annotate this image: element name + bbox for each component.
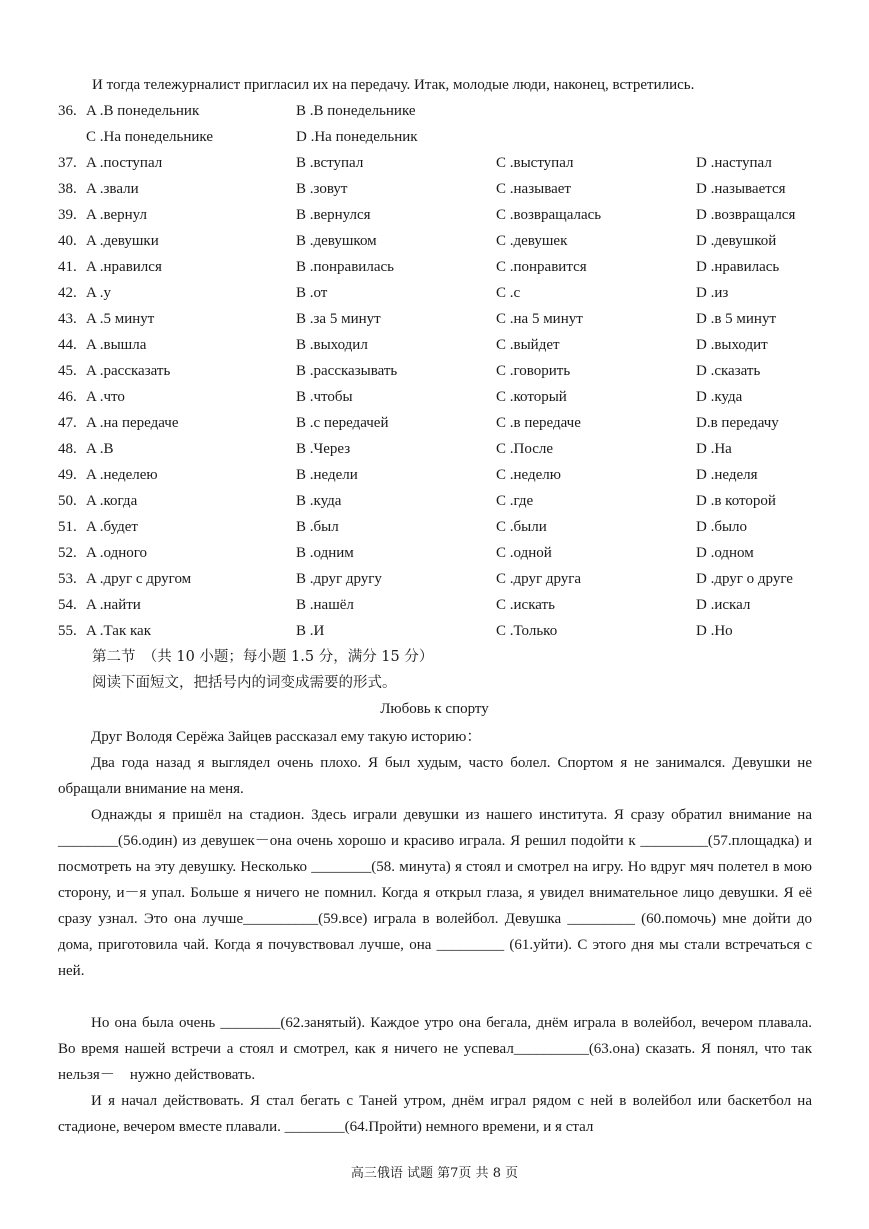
question-number: 44. bbox=[58, 337, 77, 353]
option-d: D .наступал bbox=[696, 155, 772, 171]
option-c: C .где bbox=[496, 493, 534, 509]
option-a: A .неделею bbox=[86, 467, 158, 483]
question-number: 50. bbox=[58, 493, 77, 509]
question-row bbox=[58, 412, 828, 438]
question-row bbox=[58, 490, 828, 516]
question-number: 39. bbox=[58, 207, 77, 223]
option-d: D .На понедельник bbox=[296, 129, 418, 145]
page-footer: 高三俄语 试题 第7页 共 8 页 bbox=[350, 1166, 519, 1181]
option-b: B .за 5 минут bbox=[296, 311, 381, 327]
option-b: B .чтобы bbox=[296, 389, 353, 405]
option-d: D .нравилась bbox=[696, 259, 780, 275]
option-d: D .одном bbox=[696, 545, 754, 561]
question-number: 45. bbox=[58, 363, 77, 379]
question-number: 37. bbox=[58, 155, 77, 171]
option-b: B .вернулся bbox=[296, 207, 371, 223]
option-a: A .на передаче bbox=[86, 415, 179, 431]
question-row bbox=[58, 516, 828, 542]
question-list bbox=[58, 152, 828, 646]
option-b: B .понравилась bbox=[296, 259, 394, 275]
option-b: B .В понедельнике bbox=[296, 103, 416, 119]
option-c: C .возвращалась bbox=[496, 207, 602, 223]
question-row bbox=[58, 464, 828, 490]
question-row bbox=[58, 256, 828, 282]
option-a: A .5 минут bbox=[86, 311, 155, 327]
option-d: D.в передачу bbox=[696, 415, 779, 431]
option-b: B .зовут bbox=[296, 181, 348, 197]
option-b: B .Через bbox=[296, 441, 351, 457]
option-a: A .когда bbox=[86, 493, 138, 509]
story-paragraph bbox=[58, 724, 812, 750]
option-b: B .рассказывать bbox=[296, 363, 398, 379]
option-b: B .друг другу bbox=[296, 571, 382, 587]
option-d: D .неделя bbox=[696, 467, 758, 483]
option-c: C .были bbox=[496, 519, 547, 535]
story-paragraph bbox=[58, 1010, 812, 1088]
question-row bbox=[58, 620, 828, 646]
question-row bbox=[58, 282, 828, 308]
option-c: C .На понедельнике bbox=[86, 129, 214, 145]
question-row bbox=[58, 100, 818, 126]
section-instruction: 阅读下面短文，把括号内的词变成需要的形式。 bbox=[92, 675, 397, 691]
option-b: B .одним bbox=[296, 545, 354, 561]
option-c: C .который bbox=[496, 389, 567, 405]
question-number: 49. bbox=[58, 467, 77, 483]
option-c: C .выступал bbox=[496, 155, 574, 171]
option-b: B .был bbox=[296, 519, 339, 535]
question-row bbox=[58, 360, 828, 386]
option-d: D .в которой bbox=[696, 493, 776, 509]
option-a: A .звали bbox=[86, 181, 139, 197]
option-a: A .одного bbox=[86, 545, 148, 561]
option-a: A .В понедельник bbox=[86, 103, 200, 119]
section-heading: 第二节 （共 10 小题；每小题 1.5 分，满分 15 分） bbox=[92, 649, 434, 665]
question-number: 36. bbox=[58, 103, 77, 119]
option-b: B .девушком bbox=[296, 233, 377, 249]
story-paragraph bbox=[58, 1088, 812, 1140]
question-row bbox=[58, 438, 828, 464]
question-36 bbox=[58, 100, 818, 152]
option-a: A .В bbox=[86, 441, 114, 457]
option-c: C .с bbox=[496, 285, 521, 301]
question-row bbox=[58, 334, 828, 360]
option-d: D .Но bbox=[696, 623, 733, 639]
paragraph-text: Однажды я пришёл на стадион. Здесь играли девушки из нашего института. Я сразу обратил внимание на ________(56.один) из девушек－она очень хорошо и красиво играла. Я решил подойти к _________(57.площадка) и посмотреть на эту девушку. Несколько ________(58. минута) я стоял и смотрел на игру. Но вдруг мяч полетел в мою сторону, и－я упал. Больше я ничего не помнил. Когда я открыл глаза, я увидел внимательное лицо девушки. Я её сразу узнал. Это она лучше__________(59.все) играла в волейбол. Девушка _________ (60.помочь) мне дойти до дома, приготовила чай. Когда я почувствовал лучше, она _________ (61.уйти). С этого дня мы стали встречаться с ней. bbox=[58, 807, 812, 979]
question-row bbox=[58, 178, 828, 204]
option-a: A .вернул bbox=[86, 207, 148, 223]
story-paragraph bbox=[58, 750, 812, 802]
question-number: 41. bbox=[58, 259, 77, 275]
option-d: D .из bbox=[696, 285, 729, 301]
option-c: C .друг друга bbox=[496, 571, 582, 587]
option-a: A .девушки bbox=[86, 233, 159, 249]
paragraph-text: Друг Володя Серёжа Зайцев рассказал ему такую историю： bbox=[91, 729, 482, 745]
option-d: D .сказать bbox=[696, 363, 761, 379]
option-b: B .И bbox=[296, 623, 325, 639]
question-row bbox=[58, 204, 828, 230]
intro-sentence: И тогда тележурналист пригласил их на передачу. Итак, молодые люди, наконец, встретились. bbox=[92, 77, 695, 93]
option-a: A .найти bbox=[86, 597, 141, 613]
question-number: 43. bbox=[58, 311, 77, 327]
option-a: A .будет bbox=[86, 519, 138, 535]
question-row bbox=[58, 386, 828, 412]
option-c: C .понравится bbox=[496, 259, 587, 275]
option-c: C .После bbox=[496, 441, 554, 457]
option-a: A .Так как bbox=[86, 623, 151, 639]
option-b: B .недели bbox=[296, 467, 358, 483]
option-d: D .называется bbox=[696, 181, 786, 197]
question-row bbox=[58, 152, 828, 178]
option-a: A .вышла bbox=[86, 337, 147, 353]
option-b: B .с передачей bbox=[296, 415, 389, 431]
option-d: D .девушкой bbox=[696, 233, 777, 249]
question-row bbox=[58, 542, 828, 568]
option-c: C .на 5 минут bbox=[496, 311, 583, 327]
question-row bbox=[58, 308, 828, 334]
option-d: D .На bbox=[696, 441, 732, 457]
question-number: 47. bbox=[58, 415, 77, 431]
question-number: 38. bbox=[58, 181, 77, 197]
option-a: A .что bbox=[86, 389, 125, 405]
question-row bbox=[58, 568, 828, 594]
option-c: C .Только bbox=[496, 623, 558, 639]
question-number: 42. bbox=[58, 285, 77, 301]
option-b: B .нашёл bbox=[296, 597, 354, 613]
option-a: A .поступал bbox=[86, 155, 163, 171]
option-d: D .искал bbox=[696, 597, 751, 613]
paragraph-text: Но она была очень ________(62.занятый). Каждое утро она бегала, днём играла в волейбол, вечером плавала. Во время нашей встречи а стоял и смотрел, как я ничего не успевал__________(63.она) сказать. Я понял, что так нельзя－ нужно действовать. bbox=[58, 1015, 812, 1083]
question-row bbox=[58, 126, 818, 152]
paragraph-text: И я начал действовать. Я стал бегать с Таней утром, днём играл рядом с ней в волейбол или баскетбол на стадионе, вечером вместе плавали. ________(64.Пройти) немного времени, и я стал bbox=[58, 1093, 812, 1135]
question-number: 52. bbox=[58, 545, 77, 561]
question-number: 48. bbox=[58, 441, 77, 457]
option-a: A .рассказать bbox=[86, 363, 171, 379]
option-a: A .у bbox=[86, 285, 112, 301]
option-b: B .выходил bbox=[296, 337, 368, 353]
question-row bbox=[58, 230, 828, 256]
story-title: Любовь к спорту bbox=[380, 701, 489, 717]
option-a: A .нравился bbox=[86, 259, 162, 275]
question-number: 51. bbox=[58, 519, 77, 535]
option-b: B .куда bbox=[296, 493, 342, 509]
option-c: C .искать bbox=[496, 597, 555, 613]
question-number: 54. bbox=[58, 597, 77, 613]
option-d: D .было bbox=[696, 519, 748, 535]
option-b: B .вступал bbox=[296, 155, 364, 171]
option-d: D .возвращался bbox=[696, 207, 796, 223]
option-c: C .называет bbox=[496, 181, 571, 197]
option-c: C .девушек bbox=[496, 233, 568, 249]
option-d: D .выходит bbox=[696, 337, 768, 353]
option-d: D .куда bbox=[696, 389, 743, 405]
question-number: 46. bbox=[58, 389, 77, 405]
option-d: D .в 5 минут bbox=[696, 311, 777, 327]
question-number: 40. bbox=[58, 233, 77, 249]
question-number: 53. bbox=[58, 571, 77, 587]
story-paragraph bbox=[58, 802, 812, 984]
option-c: C .одной bbox=[496, 545, 552, 561]
option-c: C .неделю bbox=[496, 467, 561, 483]
option-b: B .от bbox=[296, 285, 328, 301]
paragraph-text: Два года назад я выглядел очень плохо. Я был худым, часто болел. Спортом я не занимался. Девушки не обращали внимание на меня. bbox=[58, 755, 812, 797]
option-d: D .друг о друге bbox=[696, 571, 793, 587]
question-row bbox=[58, 594, 828, 620]
option-a: A .друг с другом bbox=[86, 571, 192, 587]
option-c: C .говорить bbox=[496, 363, 571, 379]
option-c: C .выйдет bbox=[496, 337, 560, 353]
option-c: C .в передаче bbox=[496, 415, 581, 431]
question-number: 55. bbox=[58, 623, 77, 639]
